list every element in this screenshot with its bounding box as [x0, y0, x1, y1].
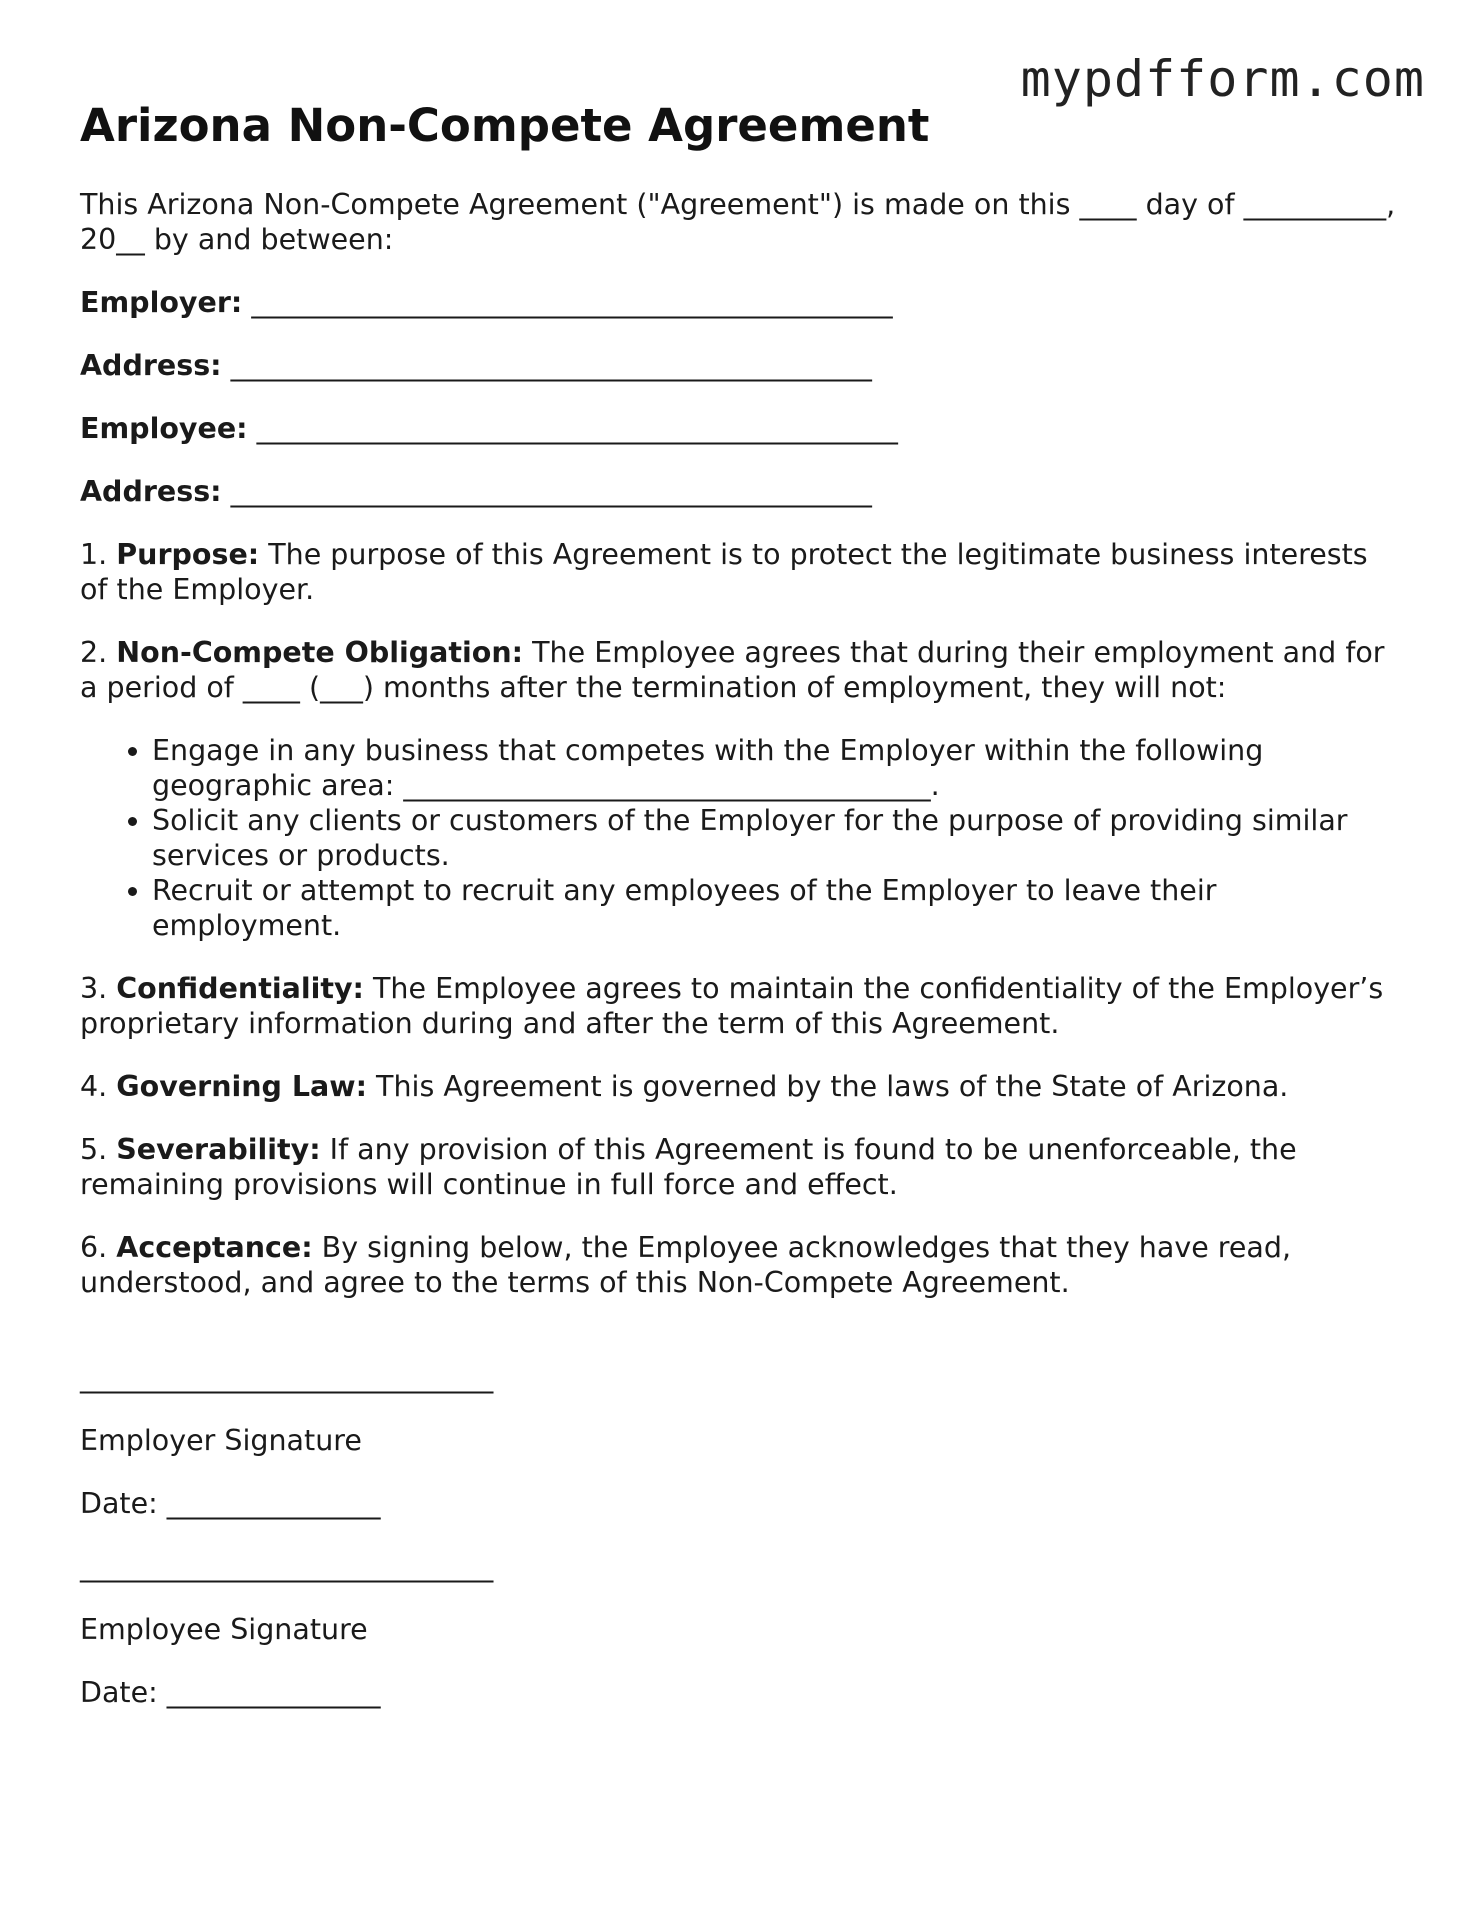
section-confidentiality — [80, 971, 1400, 1041]
employer-date-blank[interactable]: _______________ — [166, 1487, 381, 1520]
section-text: If any provision of this Agreement is found to be unenforceable, the remaining provisions will continue in full force and effect. — [80, 1133, 1297, 1201]
employee-address-blank[interactable]: _____________________________________________ — [230, 475, 872, 508]
section-number: 1. — [80, 538, 108, 571]
employer-date-field — [80, 1486, 1400, 1521]
list-item: • Engage in any business that competes with the Employer within the following geographic area: _____________________________________. — [152, 733, 1400, 803]
section-text: This Agreement is governed by the laws of the State of Arizona. — [367, 1070, 1289, 1103]
section-number: 2. — [80, 636, 108, 669]
obligations-list — [80, 733, 1400, 943]
employee-address-label: Address: — [80, 475, 222, 508]
employee-blank[interactable]: _____________________________________________ — [256, 412, 898, 445]
document-title: Arizona Non-Compete Agreement — [80, 99, 930, 152]
employee-date-label: Date: — [80, 1676, 158, 1709]
list-item: • Solicit any clients or customers of the Employer for the purpose of providing similar services or products. — [152, 803, 1400, 873]
employer-field — [80, 285, 1400, 320]
section-title: Purpose: — [116, 538, 260, 571]
section-number: 6. — [80, 1231, 108, 1264]
section-title: Non-Compete Obligation: — [116, 636, 524, 669]
section-purpose — [80, 537, 1400, 607]
employee-label: Employee: — [80, 412, 248, 445]
employee-date-field — [80, 1675, 1400, 1710]
employee-signature-line[interactable]: _____________________________ — [80, 1550, 494, 1583]
section-title: Severability: — [116, 1133, 321, 1166]
section-governing-law — [80, 1069, 1400, 1104]
section-number: 3. — [80, 972, 108, 1005]
section-text: The purpose of this Agreement is to protect the legitimate business interests of the Employer. — [80, 538, 1368, 606]
section-title: Governing Law: — [116, 1070, 367, 1103]
section-title: Acceptance: — [116, 1231, 313, 1264]
section-title: Confidentiality: — [116, 972, 364, 1005]
employer-address-blank[interactable]: _____________________________________________ — [230, 349, 872, 382]
document-body — [80, 98, 1400, 1738]
section-number: 4. — [80, 1070, 108, 1103]
section-non-compete — [80, 635, 1400, 705]
employer-address-label: Address: — [80, 349, 222, 382]
list-item: • Recruit or attempt to recruit any employees of the Employer to leave their employment. — [152, 873, 1400, 943]
employee-signature-label: Employee Signature — [80, 1613, 368, 1646]
section-text: The Employee agrees to maintain the confidentiality of the Employer’s proprietary information during and after the term of this Agreement. — [80, 972, 1384, 1040]
section-text: By signing below, the Employee acknowledges that they have read, understood, and agree to the terms of this Non-Compete Agreement. — [80, 1231, 1292, 1299]
employee-field — [80, 411, 1400, 446]
employer-signature-label: Employer Signature — [80, 1424, 362, 1457]
section-text: The Employee agrees that during their employment and for a period of ____ (___) months after the termination of employment, they will not: — [80, 636, 1385, 704]
employer-address-field — [80, 348, 1400, 383]
section-severability — [80, 1132, 1400, 1202]
employee-date-blank[interactable]: _______________ — [166, 1676, 381, 1709]
section-number: 5. — [80, 1133, 108, 1166]
employer-label: Employer: — [80, 286, 243, 319]
section-acceptance — [80, 1230, 1400, 1300]
intro-paragraph: This Arizona Non-Compete Agreement ("Agreement") is made on this ____ day of __________, 20__ by and between: — [80, 188, 1396, 256]
watermark: mypdfform.com — [1020, 50, 1425, 108]
employer-date-label: Date: — [80, 1487, 158, 1520]
spacer — [80, 1328, 1400, 1360]
employer-signature-line[interactable]: _____________________________ — [80, 1361, 494, 1394]
employee-address-field — [80, 474, 1400, 509]
employer-blank[interactable]: _____________________________________________ — [251, 286, 893, 319]
